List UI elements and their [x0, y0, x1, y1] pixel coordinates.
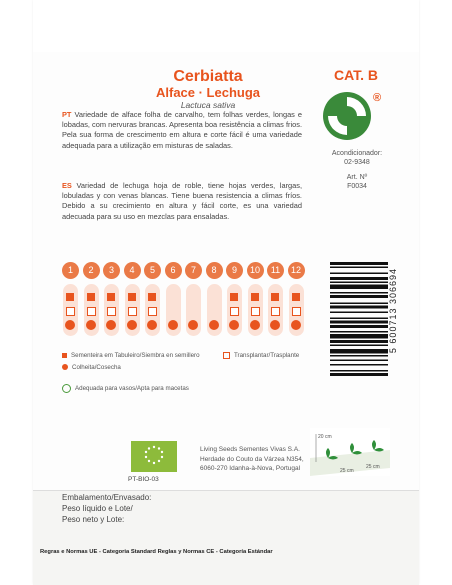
- harvest-marker: [106, 320, 116, 330]
- barcode-number: 5 600713 306694: [388, 268, 398, 354]
- transplant-marker: [251, 307, 260, 316]
- top-band: [33, 0, 419, 52]
- month-number: 10: [247, 262, 264, 279]
- calendar-month-4: [124, 262, 141, 279]
- net-weight-label: Peso líquido e Lote/: [62, 504, 133, 513]
- producer-line: Herdade do Couto da Várzea N354,: [200, 455, 304, 463]
- pt-label: PT: [62, 110, 72, 119]
- calendar-month-3: [103, 262, 120, 279]
- harvest-marker: [127, 320, 137, 330]
- calendar-month-2: [83, 262, 100, 279]
- transplant-marker: [128, 307, 137, 316]
- producer-address: [200, 445, 304, 474]
- packer-code: 02-9348: [344, 159, 370, 166]
- green-dot-icon: [322, 91, 372, 141]
- sowing-marker: [230, 293, 238, 301]
- month-number: 1: [62, 262, 79, 279]
- packaging-label: Embalamento/Envasado:: [62, 493, 152, 502]
- category-label: CAT. B: [333, 67, 379, 83]
- transplant-marker: [230, 307, 239, 316]
- lot-label: Peso neto y Lote:: [62, 515, 125, 524]
- calendar-month-8: [206, 262, 223, 279]
- harvest-marker: [65, 320, 75, 330]
- harvest-marker: [291, 320, 301, 330]
- es-text: Variedad de lechuga hoja de roble, tiene hojas verdes, largas, lobuladas y con venas blancas. Tiene buena resistencia a climas fríos. Debido a su crecimiento en altura y fácil corte, es una variedad adecuada para su uso en mezclas para ensaladas.: [62, 181, 302, 221]
- month-number: 2: [83, 262, 100, 279]
- spacing-diagram-icon: [310, 428, 390, 476]
- sowing-legend-icon: [62, 353, 67, 358]
- spacing-height: 20 cm: [318, 434, 332, 440]
- sowing-marker: [251, 293, 259, 301]
- sowing-marker: [87, 293, 95, 301]
- transplant-marker: [292, 307, 301, 316]
- harvest-marker: [270, 320, 280, 330]
- month-number: 7: [185, 262, 202, 279]
- producer-line: 6060-270 Idanha-à-Nova, Portugal: [200, 465, 301, 472]
- packer-label: Acondicionador:: [331, 150, 383, 157]
- calendar-month-11: [267, 262, 284, 279]
- sowing-marker: [148, 293, 156, 301]
- calendar-month-6: [165, 262, 182, 279]
- producer-line: Living Seeds Sementes Vivas S.A.: [200, 446, 300, 453]
- es-label: ES: [62, 181, 72, 190]
- description-es: [62, 181, 302, 222]
- variety-subtitle: Alface · Lechuga: [155, 85, 261, 100]
- legend-harvest: [62, 364, 121, 371]
- description-pt: [62, 110, 302, 151]
- calendar-month-9: [226, 262, 243, 279]
- sowing-marker: [128, 293, 136, 301]
- calendar-month-1: [62, 262, 79, 279]
- transplant-marker: [87, 307, 96, 316]
- transplant-marker: [148, 307, 157, 316]
- month-number: 5: [144, 262, 161, 279]
- harvest-legend-icon: [62, 364, 68, 370]
- legend-transplant-label: Transplantar/Trasplante: [234, 352, 300, 360]
- sowing-marker: [107, 293, 115, 301]
- calendar-month-12: [288, 262, 305, 279]
- transplant-marker: [66, 307, 75, 316]
- certification-code: PT-BIO-03: [128, 476, 159, 483]
- latin-name: Lactuca sativa: [180, 100, 236, 110]
- sowing-marker: [271, 293, 279, 301]
- harvest-marker: [147, 320, 157, 330]
- harvest-marker: [86, 320, 96, 330]
- eu-organic-logo-icon: [131, 441, 177, 472]
- harvest-marker: [209, 320, 219, 330]
- variety-title: Cerbiatta: [173, 68, 243, 85]
- article-code: F0034: [347, 183, 367, 190]
- pot-check-icon: [62, 384, 71, 393]
- regulation-note: Regras e Normas UE - Categoria Standard Reglas y Normas CE - Categoría Estándar: [40, 549, 273, 555]
- legend-pots-label: Adequada para vasos/Apta para macetas: [75, 385, 189, 393]
- spacing-row: 25 cm: [340, 468, 354, 474]
- transplant-marker: [107, 307, 116, 316]
- month-number: 8: [206, 262, 223, 279]
- legend-pots: [62, 384, 189, 393]
- calendar-month-7: [185, 262, 202, 279]
- month-number: 12: [288, 262, 305, 279]
- harvest-marker: [250, 320, 260, 330]
- harvest-marker: [229, 320, 239, 330]
- calendar-month-10: [247, 262, 264, 279]
- barcode-icon: [330, 262, 388, 404]
- month-number: 3: [103, 262, 120, 279]
- legend-sowing-label: Sementeira em Tabuleiro/Siembra en semillero: [71, 352, 200, 359]
- sowing-marker: [292, 293, 300, 301]
- month-number: 9: [226, 262, 243, 279]
- harvest-marker: [188, 320, 198, 330]
- sowing-marker: [66, 293, 74, 301]
- legend-transplant: [223, 352, 299, 359]
- pt-text: Variedade de alface folha de carvalho, tem folhas verdes, longas e lobadas, com nervuras brancas. Apresenta boa resistência a climas frios. Pela sua forma de crescimento em altura e corte fácil é uma variedade adequada para a utilização em misturas de saladas.: [62, 110, 302, 150]
- month-number: 4: [124, 262, 141, 279]
- registered-mark: ®: [373, 92, 382, 104]
- transplant-marker: [271, 307, 280, 316]
- harvest-marker: [168, 320, 178, 330]
- transplant-legend-icon: [223, 352, 230, 359]
- month-number: 11: [267, 262, 284, 279]
- legend-sowing: [62, 352, 200, 359]
- month-number: 6: [165, 262, 182, 279]
- article-label: Art. Nº: [346, 174, 368, 181]
- spacing-plant: 25 cm: [366, 464, 380, 470]
- legend-harvest-label: Colheita/Cosecha: [72, 364, 121, 371]
- calendar-month-5: [144, 262, 161, 279]
